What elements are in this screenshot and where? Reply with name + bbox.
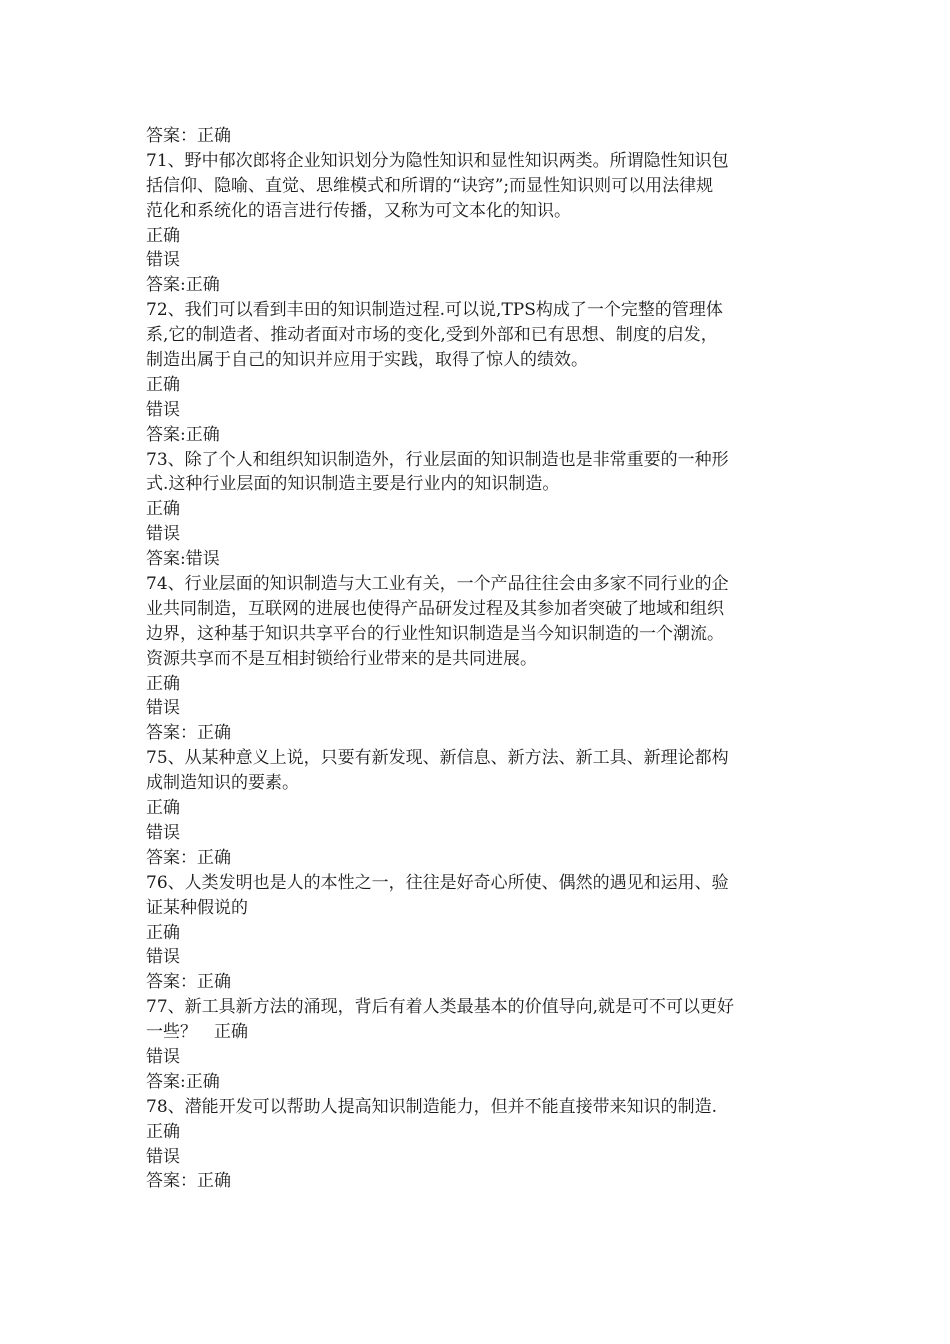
question-74-text: 业共同制造，互联网的进展也使得产品研发过程及其参加者突破了地域和组织 bbox=[146, 598, 724, 619]
document-page bbox=[146, 124, 808, 1194]
question-77-text: 77、新工具新方法的涌现，背后有着人类最基本的价值导向,就是可不可以更好 bbox=[146, 997, 735, 1018]
answer-line: 答案:正确 bbox=[146, 1071, 220, 1092]
question-75-text: 成制造知识的要素。 bbox=[146, 773, 299, 794]
option-correct: 正确 bbox=[146, 1121, 180, 1142]
question-74-text: 边界，这种基于知识共享平台的行业性知识制造是当今知识制造的一个潮流。 bbox=[146, 623, 724, 644]
option-wrong: 错误 bbox=[146, 399, 180, 420]
option-correct: 正确 bbox=[146, 225, 180, 246]
option-correct: 正确 bbox=[146, 374, 180, 395]
question-75-text: 75、从某种意义上说，只要有新发现、新信息、新方法、新工具、新理论都构 bbox=[146, 748, 729, 769]
question-74-text: 74、行业层面的知识制造与大工业有关，一个产品往往会由多家不同行业的企 bbox=[146, 574, 729, 595]
question-76-text: 76、人类发明也是人的本性之一，往往是好奇心所使、偶然的遇见和运用、验 bbox=[146, 872, 729, 893]
question-76-text: 证某种假说的 bbox=[146, 897, 248, 918]
option-wrong: 错误 bbox=[146, 947, 180, 968]
option-correct: 正确 bbox=[146, 499, 180, 520]
question-74-text: 资源共享而不是互相封锁给行业带来的是共同进展。 bbox=[146, 648, 537, 669]
answer-line: 答案:正确 bbox=[146, 275, 220, 296]
question-71-text: 括信仰、隐喻、直觉、思维模式和所谓的“诀窍”;而显性知识则可以用法律规 bbox=[146, 175, 714, 196]
answer-line: 答案：正确 bbox=[146, 972, 231, 993]
question-73-text: 式.这种行业层面的知识制造主要是行业内的知识制造。 bbox=[146, 474, 560, 495]
question-71-text: 71、野中郁次郎将企业知识划分为隐性知识和显性知识两类。所谓隐性知识包 bbox=[146, 150, 729, 171]
answer-line: 答案：正确 bbox=[146, 847, 231, 868]
question-71-text: 范化和系统化的语言进行传播，又称为可文本化的知识。 bbox=[146, 200, 571, 221]
option-wrong: 错误 bbox=[146, 1146, 180, 1167]
option-correct: 正确 bbox=[146, 922, 180, 943]
option-correct: 正确 bbox=[146, 673, 180, 694]
question-72-text: 72、我们可以看到丰田的知识制造过程.可以说,TPS构成了一个完整的管理体 bbox=[146, 300, 723, 321]
question-77-text: 一些？ 正确 bbox=[146, 1022, 248, 1043]
option-wrong: 错误 bbox=[146, 524, 180, 545]
option-wrong: 错误 bbox=[146, 1046, 180, 1067]
answer-line: 答案：正确 bbox=[146, 1171, 231, 1192]
question-78-text: 78、潜能开发可以帮助人提高知识制造能力，但并不能直接带来知识的制造. bbox=[146, 1096, 718, 1117]
answer-line: 答案:错误 bbox=[146, 549, 220, 570]
question-73-text: 73、除了个人和组织知识制造外，行业层面的知识制造也是非常重要的一种形 bbox=[146, 449, 729, 470]
answer-line: 答案:正确 bbox=[146, 424, 220, 445]
option-wrong: 错误 bbox=[146, 822, 180, 843]
option-wrong: 错误 bbox=[146, 250, 180, 271]
question-72-text: 系,它的制造者、推动者面对市场的变化,受到外部和已有思想、制度的启发， bbox=[146, 325, 718, 346]
option-correct: 正确 bbox=[146, 798, 180, 819]
option-wrong: 错误 bbox=[146, 698, 180, 719]
answer-line: 答案：正确 bbox=[146, 723, 231, 744]
question-72-text: 制造出属于自己的知识并应用于实践，取得了惊人的绩效。 bbox=[146, 350, 588, 371]
answer-line: 答案：正确 bbox=[146, 126, 231, 146]
